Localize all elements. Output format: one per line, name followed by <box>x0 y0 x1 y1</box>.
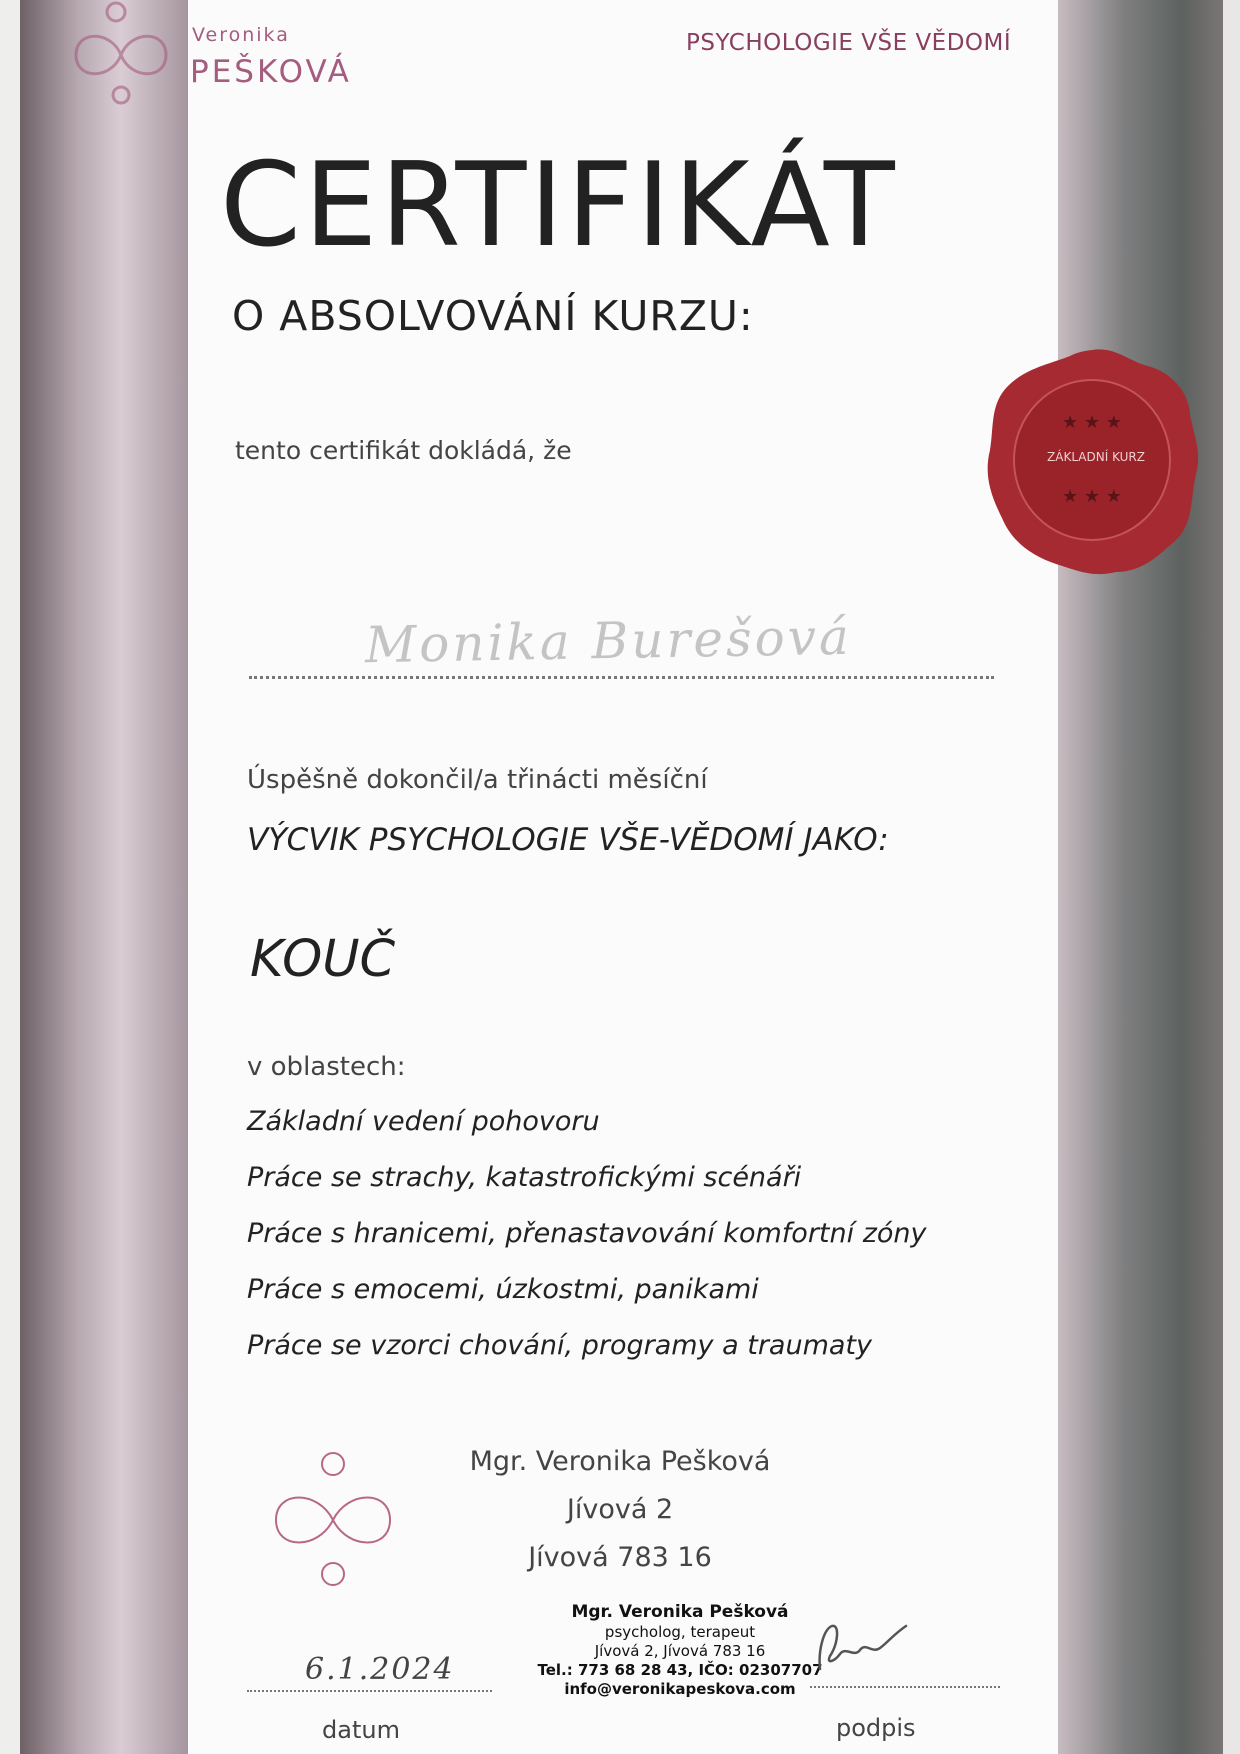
issuer-name: Mgr. Veronika Pešková <box>469 1446 771 1477</box>
program-title: VÝCVIK PSYCHOLOGIE VŠE-VĚDOMÍ JAKO: <box>247 822 889 858</box>
signature-dotted-line <box>810 1686 1000 1688</box>
paper-edge-left <box>0 0 20 1754</box>
issuer-stamp <box>530 1602 830 1698</box>
areas-list <box>247 1106 1007 1386</box>
svg-text:★ ★ ★: ★ ★ ★ <box>1062 412 1122 433</box>
date-label: datum <box>322 1716 400 1744</box>
brand-tagline: PSYCHOLOGIE VŠE VĚDOMÍ <box>686 30 1012 56</box>
certificate-subtitle: O ABSOLVOVÁNÍ KURZU: <box>232 292 754 340</box>
area-item: Práce s hranicemi, přenastavování komfortní zóny <box>247 1218 927 1249</box>
issuer-info <box>420 1446 820 1590</box>
left-decorative-band <box>20 0 188 1754</box>
certificate-title: CERTIFIKÁT <box>220 138 898 273</box>
svg-text:★ ★ ★: ★ ★ ★ <box>1062 486 1122 507</box>
seal-label: ZÁKLADNÍ KURZ <box>1047 450 1145 464</box>
right-decorative-band <box>1058 0 1223 1754</box>
areas-label: v oblastech: <box>247 1052 406 1082</box>
brand-logo-icon <box>66 0 176 110</box>
signature-mark <box>810 1614 920 1684</box>
area-item: Základní vedení pohovoru <box>247 1106 600 1137</box>
signature-label: podpis <box>836 1714 916 1742</box>
role-title: KOUČ <box>250 930 396 989</box>
brand-first-name: Veronika <box>192 24 290 46</box>
stamp-role: psycholog, terapeut <box>604 1623 756 1642</box>
brand-emblem-icon <box>268 1444 398 1594</box>
stamp-phone: Tel.: 773 68 28 43, IČO: 02307707 <box>537 1660 823 1679</box>
intro-text: tento certifikát dokládá, že <box>235 436 572 465</box>
issuer-street: Jívová 2 <box>566 1494 674 1525</box>
stamp-address: Jívová 2, Jívová 783 16 <box>594 1642 766 1660</box>
completion-text: Úspěšně dokončil/a třinácti měsíční <box>247 765 708 795</box>
brand-last-name: PEŠKOVÁ <box>190 54 352 90</box>
area-item: Práce se strachy, katastrofickými scénáři <box>247 1162 802 1193</box>
paper-edge-right <box>1223 0 1240 1754</box>
stamp-email: info@veronikapeskova.com <box>564 1679 796 1698</box>
recipient-name: Monika Burešová <box>364 607 853 675</box>
area-item: Práce se vzorci chování, programy a traumaty <box>247 1330 872 1361</box>
issuer-city: Jívová 783 16 <box>528 1542 712 1573</box>
recipient-dotted-line <box>249 676 994 679</box>
stamp-name: Mgr. Veronika Pešková <box>571 1602 789 1622</box>
date-value: 6.1.2024 <box>305 1652 455 1687</box>
date-dotted-line <box>247 1690 492 1692</box>
area-item: Práce s emocemi, úzkostmi, panikami <box>247 1274 759 1305</box>
